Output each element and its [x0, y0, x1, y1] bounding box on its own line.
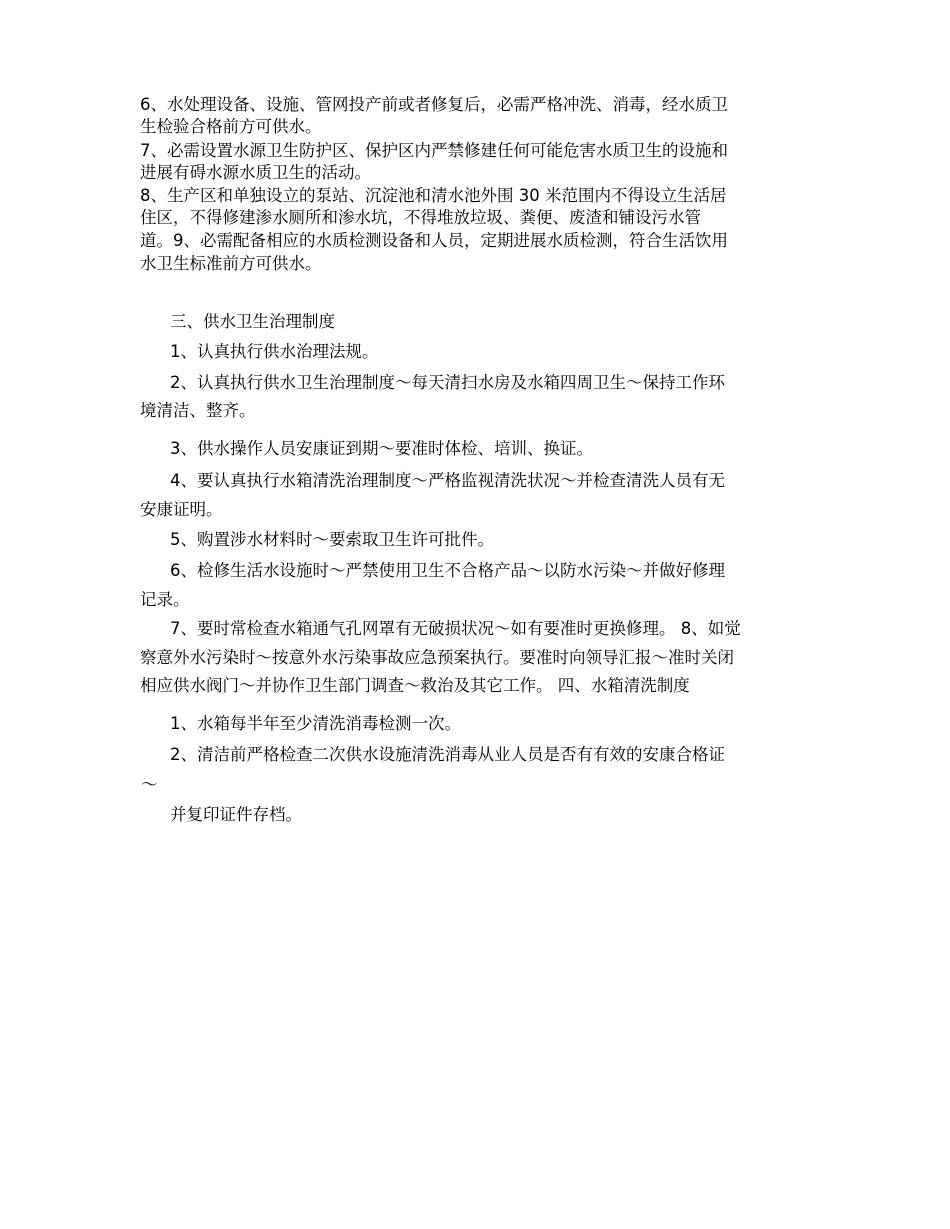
paragraph-line: 8、生产区和单独设立的泵站、沉淀池和清水池外围 30 米范围内不得设立生活居	[140, 186, 727, 205]
paragraph-line: 7、要时常检查水箱通气孔网罩有无破损状况～如有要准时更换修理。 8、如觉	[170, 619, 741, 638]
paragraph-line: 4、要认真执行水箱清洗治理制度～严格监视清洗状况～并检查清洗人员有无	[170, 471, 725, 490]
paragraph-line: 察意外水污染时～按意外水污染事故应急预案执行。要准时向领导汇报～准时关闭	[140, 648, 734, 667]
paragraph-line: 相应供水阀门～并协作卫生部门调查～救治及其它工作。 四、水箱清洗制度	[140, 676, 690, 695]
paragraph-line: 3、供水操作人员安康证到期～要准时体检、培训、换证。	[170, 439, 593, 458]
paragraph-line: 1、水箱每半年至少清洗消毒检测一次。	[170, 714, 461, 733]
paragraph-line: 7、必需设置水源卫生防护区、保护区内严禁修建任何可能危害水质卫生的设施和	[140, 141, 728, 160]
paragraph-line: 生检验合格前方可供水。	[140, 117, 322, 136]
paragraph-line: 进展有碍水源水质卫生的活动。	[140, 163, 371, 182]
paragraph-line: 2、清洁前严格检查二次供水设施清洗消毒从业人员是否有有效的安康合格证	[170, 745, 725, 764]
paragraph-line: 住区，不得修建渗水厕所和渗水坑，不得堆放垃圾、粪便、废渣和铺设污水管	[140, 208, 701, 227]
paragraph-line: 2、认真执行供水卫生治理制度～每天清扫水房及水箱四周卫生～保持工作环	[170, 373, 725, 392]
section-heading: 三、供水卫生治理制度	[170, 312, 335, 331]
paragraph-line: 水卫生标准前方可供水。	[140, 254, 322, 273]
paragraph-line: 6、检修生活水设施时～严禁使用卫生不合格产品～以防水污染～并做好修理	[170, 561, 725, 580]
paragraph-line: 安康证明。	[140, 500, 223, 519]
paragraph-line: 道。9、必需配备相应的水质检测设备和人员，定期进展水质检测，符合生活饮用	[140, 231, 728, 250]
paragraph-line: 境清洁、整齐。	[140, 401, 256, 420]
paragraph-line: 6、水处理设备、设施、管网投产前或者修复后，必需严格冲洗、消毒，经水质卫	[140, 95, 728, 114]
paragraph-line: 记录。	[140, 590, 190, 609]
paragraph-line: 1、认真执行供水治理法规。	[170, 342, 379, 361]
paragraph-line: 5、购置涉水材料时～要索取卫生许可批件。	[170, 530, 494, 549]
paragraph-line: ～	[141, 775, 158, 794]
paragraph-line: 并复印证件存档。	[170, 805, 302, 824]
